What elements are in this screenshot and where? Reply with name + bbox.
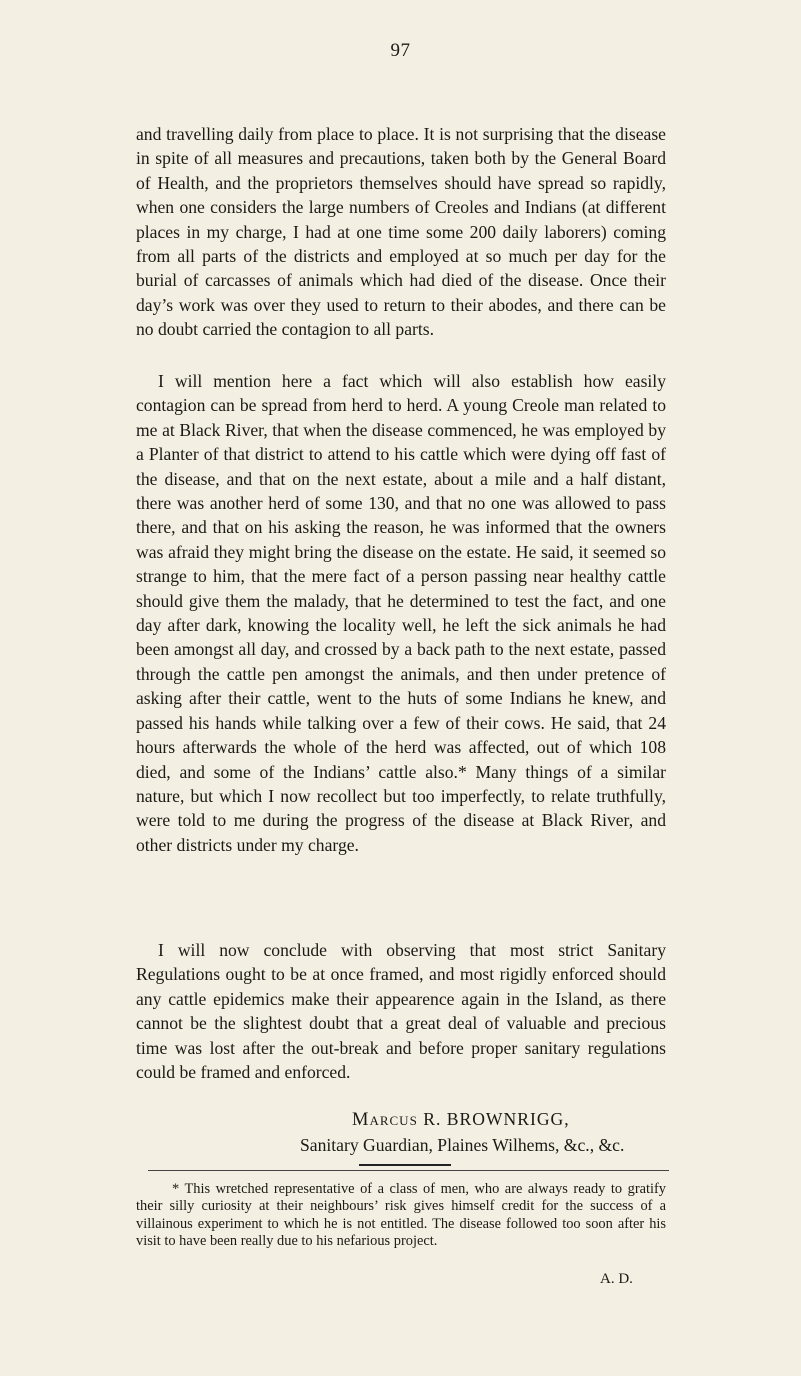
- signature-first-name: Marcus: [352, 1110, 418, 1130]
- ornamental-divider: [359, 1164, 451, 1166]
- footnote-divider: [148, 1170, 669, 1171]
- body-paragraph-3: I will now conclude with observing that most strict Sanitary Regulations ought to be at once framed, and most rigidly enforced should any cattle epidemics make their appearence again in the Island, as there cannot be the slightest doubt that a great deal of valuable and precious time was lost after the out-break and before proper sanitary regulations could be framed and enforced.: [136, 940, 666, 1083]
- body-paragraph-2: I will mention here a fact which will also establish how easily contagion can be spread from herd to herd. A young Creole man related to me at Black River, that when the disease commenced, he was employed by a Planter of that district to attend to his cattle which were dying off fast of the disease, and that on the next estate, about a mile and a half distant, there was another herd of some 130, and that no one was allowed to pass there, and that on his asking the reason, he was informed that the owners was afraid they might bring the disease on the estate. He said, it seemed so strange to him, that the mere fact of a person passing near healthy cattle should give them the malady, that he determined to test the fact, and one day after dark, knowing the locality well, he left the sick animals he had been amongst all day, and crossed by a back path to the next estate, passed through the cattle pen amongst the animals, and then under pretence of asking after their cattle, went to the huts of some Indians he knew, and passed his hands while talking over a few of their cows. He said, that 24 hours afterwards the whole of the herd was affected, out of which 108 died, and some of the Indians’ cattle also.* Many things of a similar nature, but which I now recollect but too imperfectly, to relate truthfully, were told to me during the progress of the disease at Black River, and other districts under my charge.: [136, 371, 666, 855]
- signature-rest-of-name: R. BROWNRIGG,: [423, 1109, 570, 1129]
- body-paragraph-1: and travelling daily from place to place. It is not surprising that the disease in spite of all measures and precautions, taken both by the General Board of Health, and the proprietors themselves should have spread so rapidly, when one considers the large numbers of Creoles and Indians (at different places in my charge, I had at one time some 200 daily laborers) coming from all parts of the districts and employed at so much per day for the burial of carcasses of animals which had died of the disease. Once their day’s work was over they used to return to their abodes, and there can be no doubt carried the contagion to all parts.: [136, 124, 666, 340]
- footnote-text: * This wretched representative of a class of men, who are always ready to gratify their silly curiosity at their neighbours’ risk gives himself credit for the success of a villainous experiment to which he is not entitled. The disease followed too soon after his visit to have been really due to his nefarious project.: [136, 1181, 666, 1249]
- footnote: [136, 1181, 666, 1250]
- signature-title: Sanitary Guardian, Plaines Wilhems, &c., &c.: [300, 1135, 625, 1155]
- signature-name: [352, 1109, 570, 1131]
- footnote-initials: A. D.: [600, 1271, 633, 1287]
- page-number: 97: [390, 40, 411, 61]
